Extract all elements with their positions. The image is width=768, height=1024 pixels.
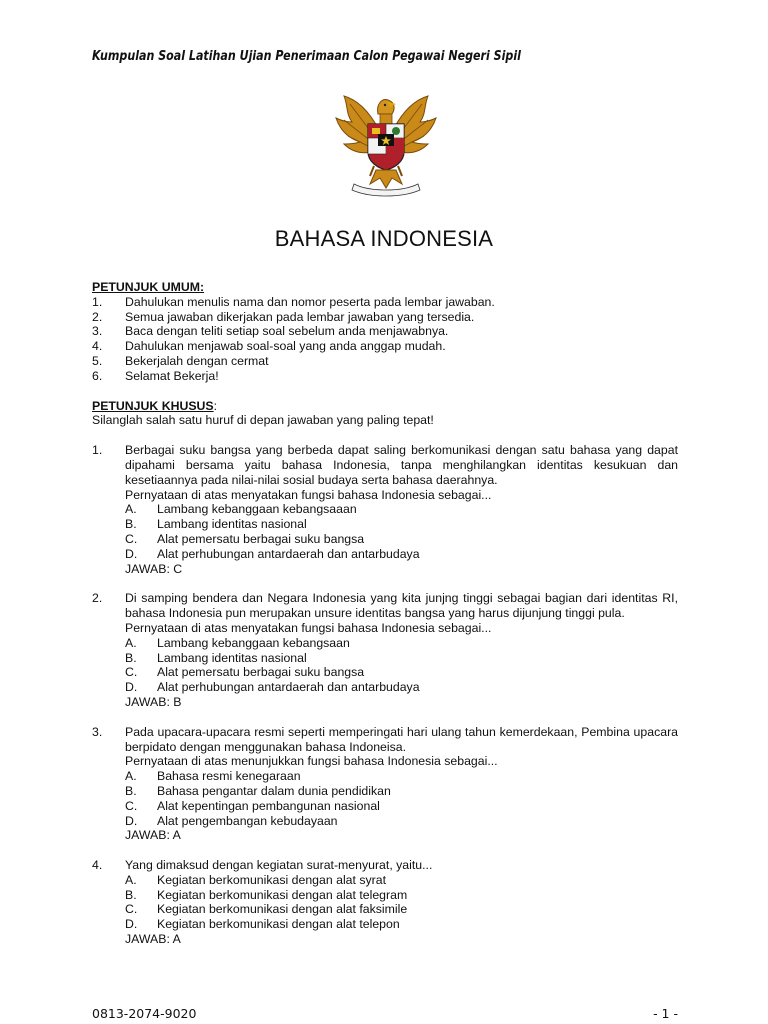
document-header: Kumpulan Soal Latihan Ujian Penerimaan Calon Pegawai Negeri Sipil — [92, 48, 521, 64]
option-c — [125, 902, 678, 917]
option-letter: B. — [125, 650, 137, 665]
question-text: Yang dimaksud dengan kegiatan surat-menyurat, yaitu... — [125, 858, 433, 873]
page-title: BAHASA INDONESIA — [274, 226, 494, 251]
option-letter: C. — [125, 798, 138, 813]
question-number: 1. — [92, 443, 103, 458]
item-number: 6. — [92, 368, 103, 383]
option-text: Bahasa pengantar dalam dunia pendidikan — [157, 783, 391, 798]
question-prompt: Pernyataan di atas menyatakan fungsi bahasa Indonesia sebagai... — [125, 620, 492, 635]
document-body — [92, 280, 678, 962]
list-item — [92, 295, 678, 310]
option-letter: C. — [125, 531, 138, 546]
option-b — [125, 517, 678, 532]
option-text: Alat pemersatu berbagai suku bangsa — [157, 665, 365, 680]
question-body — [125, 858, 678, 947]
question-text: Pada upacara-upacara resmi seperti memperingati hari ulang tahun kemerdekaan, Pembina upacara berpidato dengan menggunakan bahasa Indoneisa. — [125, 724, 678, 754]
option-text: Bahasa resmi kenegaraan — [157, 769, 301, 784]
option-text: Kegiatan berkomunikasi dengan alat syrat — [157, 872, 386, 887]
option-letter: A. — [125, 769, 137, 784]
heading-colon: : — [213, 398, 218, 413]
item-text: Dahulukan menjawab soal-soal yang anda anggap mudah. — [125, 339, 446, 354]
option-letter: D. — [125, 813, 138, 828]
question-text: Di samping bendera dan Negara Indonesia yang kita junjng tinggi sebagai bagian dari identitas RI, bahasa Indonesia pun merupakan unsure identitas bangsa yang harus dijunjung tinggi pula. — [125, 591, 678, 621]
question-number: 4. — [92, 858, 103, 873]
option-b — [125, 784, 678, 799]
option-text: Alat pengembangan kebudayaan — [157, 813, 338, 828]
option-letter: A. — [125, 502, 137, 517]
option-text: Alat pemersatu berbagai suku bangsa — [157, 531, 365, 546]
question-body — [125, 725, 678, 843]
option-letter: C. — [125, 902, 138, 917]
footer-phone: 0813-2074-9020 — [92, 1006, 197, 1021]
option-d — [125, 814, 678, 829]
option-letter: B. — [125, 517, 137, 532]
option-d — [125, 547, 678, 562]
option-text: Kegiatan berkomunikasi dengan alat telegram — [157, 887, 408, 902]
option-letter: C. — [125, 665, 138, 680]
question-prompt: Pernyataan di atas menunjukkan fungsi bahasa Indonesia sebagai... — [125, 754, 498, 769]
option-letter: A. — [125, 872, 137, 887]
item-number: 3. — [92, 324, 103, 339]
question-text: Berbagai suku bangsa yang berbeda dapat saling berkomunikasi dengan satu bahasa yang dapat dipahami bersama yaitu bahasa Indonesia, tanpa menghilangkan identitas kesukuan dan kesetiaannya pada nilai-nilai sosial budaya serta bahasa daerahnya. — [125, 443, 678, 487]
question-3 — [92, 725, 678, 843]
option-text: Lambang identitas nasional — [157, 517, 307, 532]
list-item — [92, 324, 678, 339]
option-letter: D. — [125, 546, 138, 561]
petunjuk-umum-heading: PETUNJUK UMUM: — [92, 280, 205, 294]
option-text: Kegiatan berkomunikasi dengan alat faksimile — [157, 902, 408, 917]
option-text: Alat perhubungan antardaerah dan antarbudaya — [157, 680, 420, 695]
option-d — [125, 917, 678, 932]
answer-key: JAWAB: A — [125, 828, 181, 843]
question-number: 2. — [92, 591, 103, 606]
petunjuk-umum-list — [92, 295, 678, 384]
option-a — [125, 873, 678, 888]
question-body — [125, 443, 678, 576]
petunjuk-khusus-heading-line — [92, 399, 678, 414]
petunjuk-khusus-instruction: Silanglah salah satu huruf di depan jawaban yang paling tepat! — [92, 413, 434, 428]
spacer — [92, 428, 678, 443]
option-letter: D. — [125, 917, 138, 932]
item-text: Semua jawaban dikerjakan pada lembar jawaban yang tersedia. — [125, 309, 475, 324]
page-number: - 1 - — [653, 1006, 678, 1021]
petunjuk-khusus-heading: PETUNJUK KHUSUS — [92, 398, 214, 413]
option-a — [125, 502, 678, 517]
item-number: 2. — [92, 309, 103, 324]
question-body — [125, 591, 678, 709]
option-d — [125, 680, 678, 695]
answer-key: JAWAB: B — [125, 694, 182, 709]
question-4 — [92, 858, 678, 947]
option-letter: A. — [125, 635, 137, 650]
option-text: Lambang identitas nasional — [157, 650, 307, 665]
item-text: Bekerjalah dengan cermat — [125, 353, 269, 368]
answer-key: JAWAB: A — [125, 932, 181, 947]
option-text: Lambang kebanggaan kebangsaan — [157, 635, 350, 650]
option-letter: B. — [125, 887, 137, 902]
option-letter: D. — [125, 680, 138, 695]
option-text: Alat kepentingan pembangunan nasional — [157, 798, 380, 813]
list-item — [92, 339, 678, 354]
question-2 — [92, 591, 678, 709]
garuda-emblem-icon — [330, 92, 442, 200]
item-text: Dahulukan menulis nama dan nomor peserta pada lembar jawaban. — [125, 294, 495, 309]
item-text: Selamat Bekerja! — [125, 368, 219, 383]
option-c — [125, 799, 678, 814]
option-text: Kegiatan berkomunikasi dengan alat telepon — [157, 917, 400, 932]
answer-key: JAWAB: C — [125, 561, 183, 576]
option-a — [125, 769, 678, 784]
item-number: 5. — [92, 353, 103, 368]
spacer — [92, 384, 678, 399]
list-item — [92, 310, 678, 325]
option-c — [125, 532, 678, 547]
item-number: 4. — [92, 339, 103, 354]
option-text: Alat perhubungan antardaerah dan antarbudaya — [157, 546, 420, 561]
item-number: 1. — [92, 294, 103, 309]
option-letter: B. — [125, 783, 137, 798]
option-b — [125, 888, 678, 903]
list-item — [92, 354, 678, 369]
option-a — [125, 636, 678, 651]
question-1 — [92, 443, 678, 576]
option-b — [125, 651, 678, 666]
option-text: Lambang kebanggaan kebangsaaan — [157, 502, 357, 517]
question-prompt: Pernyataan di atas menyatakan fungsi bahasa Indonesia sebagai... — [125, 487, 492, 502]
item-text: Baca dengan teliti setiap soal sebelum anda menjawabnya. — [125, 324, 449, 339]
list-item — [92, 369, 678, 384]
question-number: 3. — [92, 724, 103, 739]
option-c — [125, 665, 678, 680]
